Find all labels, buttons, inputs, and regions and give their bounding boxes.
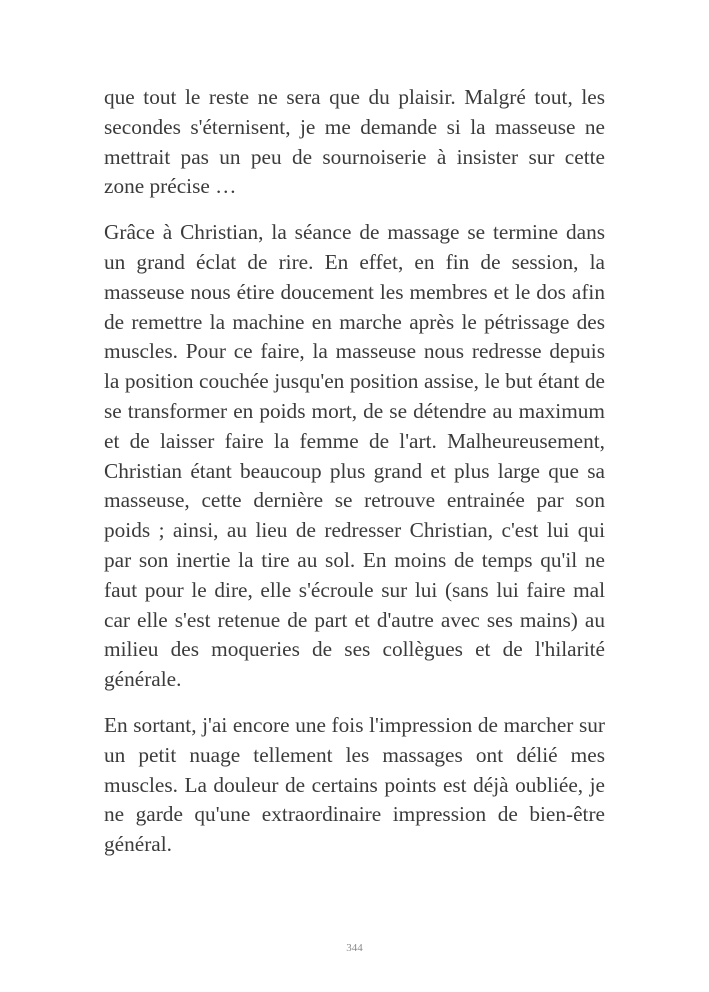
paragraph-2: Grâce à Christian, la séance de massage se termine dans un grand éclat de rire. En effet, en fin de session, la masseuse nous étire doucement les membres et le dos afin de remettre la machine en marche après le pétrissage des muscles. Pour ce faire, la masseuse nous redresse depuis la position couchée jusqu'en position assise, le but étant de se transformer en poids mort, de se détendre au maximum et de laisser faire la femme de l'art. Malheureusement, Christian étant beaucoup plus grand et plus large que sa masseuse, cette dernière se retrouve entrainée par son poids ; ainsi, au lieu de redresser Christian, c'est lui qui par son inertie la tire au sol. En moins de temps qu'il ne faut pour le dire, elle s'écroule sur lui (sans lui faire mal car elle s'est retenue de part et d'autre avec ses mains) au milieu des moqueries de ses collègues et de l'hilarité générale. bbox=[104, 220, 605, 692]
body-text bbox=[104, 83, 605, 876]
page-number: 344 bbox=[346, 942, 363, 954]
paragraph-3: En sortant, j'ai encore une fois l'impression de marcher sur un petit nuage tellement les massages ont délié mes muscles. La douleur de certains points est déjà oubliée, je ne garde qu'une extraordinaire impression de bien-être général. bbox=[104, 712, 605, 857]
paragraph-1: que tout le reste ne sera que du plaisir. Malgré tout, les secondes s'éternisent, je me demande si la masseuse ne mettrait pas un peu de sournoiserie à insister sur cette zone précise … bbox=[104, 85, 605, 199]
